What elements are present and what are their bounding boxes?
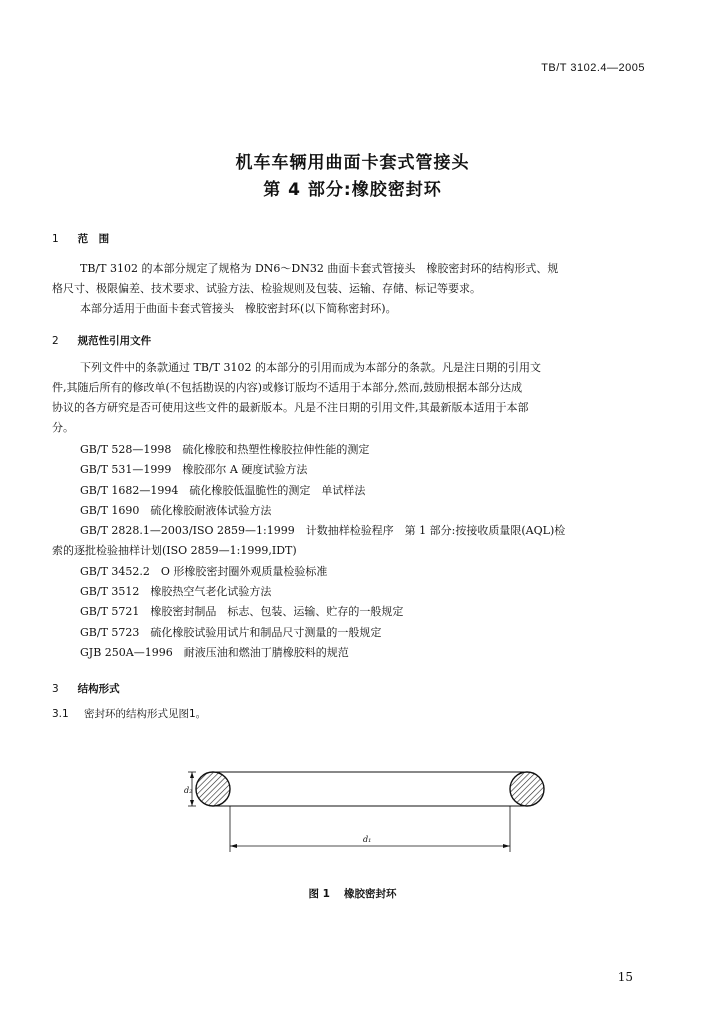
figure-number: 图 1 xyxy=(308,888,330,900)
clause-text: 密封环的结构形式见图1。 xyxy=(84,708,207,720)
text-line: TB/T 3102 的本部分规定了规格为 DN6～DN32 曲面卡套式管接头 橡胶密封环的结构形式、规 xyxy=(80,262,559,275)
section-3-heading xyxy=(52,681,120,696)
text-line: 格尺寸、极限偏差、技术要求、试验方法、检验规则及包装、运输、存储、标记等要求。 xyxy=(52,282,481,295)
doc-title-line1: 机车车辆用曲面卡套式管接头 xyxy=(235,153,470,173)
text-line: 件,其随后所有的修改单(不包括勘误的内容)或修订版均不适用于本部分,然而,鼓励根据本部分达成 xyxy=(52,381,523,394)
ring-section-left xyxy=(196,772,230,806)
page-number: 15 xyxy=(617,970,633,984)
structure-clause xyxy=(52,704,656,724)
standard-code: TB/T 3102.4—2005 xyxy=(541,62,645,74)
reference-item: GB/T 5723 硫化橡胶试验用试片和制品尺寸测量的一般规定 xyxy=(80,625,382,639)
reference-item: GB/T 5721 橡胶密封制品 标志、包装、运输、贮存的一般规定 xyxy=(80,605,404,619)
section-1-heading xyxy=(52,231,109,246)
figure-title: 橡胶密封环 xyxy=(343,888,397,900)
text-line: 下列文件中的条款通过 TB/T 3102 的本部分的引用而成为本部分的条款。凡是注日期的引用文 xyxy=(80,361,541,374)
section-title: 规范性引用文件 xyxy=(77,335,152,347)
section-number: 1 xyxy=(52,233,59,245)
d1-label: d₁ xyxy=(363,835,372,844)
reference-item: GB/T 3512 橡胶热空气老化试验方法 xyxy=(80,585,272,599)
section-title: 结构形式 xyxy=(77,683,120,695)
section-number: 2 xyxy=(52,335,59,347)
reference-item: GB/T 2828.1—2003/ISO 2859—1:1999 计数抽样检验程序 第 1 部分:按接收质量限(AQL)检 xyxy=(80,524,566,538)
text-line: 协议的各方研究是否可使用这些文件的最新版本。凡是不注日期的引用文件,其最新版本适用于本部 xyxy=(52,401,529,414)
reference-item: GJB 250A—1996 耐液压油和燃油丁腈橡胶料的规范 xyxy=(80,645,349,659)
section-title: 范 围 xyxy=(77,233,110,245)
section-2-heading xyxy=(52,333,151,348)
reference-item: GB/T 531—1999 橡胶邵尔 A 硬度试验方法 xyxy=(80,463,308,477)
clause-number: 3.1 xyxy=(52,708,69,720)
section-number: 3 xyxy=(52,683,59,695)
scope-paragraph xyxy=(52,259,656,319)
d2-label: d₂ xyxy=(184,786,193,795)
reference-item: GB/T 1682—1994 硫化橡胶低温脆性的测定 单试样法 xyxy=(80,483,366,497)
doc-title-line2: 第 4 部分:橡胶密封环 xyxy=(263,180,442,200)
ring-section-right xyxy=(510,772,544,806)
text-line: 分。 xyxy=(52,421,74,434)
text-line: 本部分适用于曲面卡套式管接头 橡胶密封环(以下简称密封环)。 xyxy=(80,302,397,315)
figure-caption xyxy=(0,886,705,901)
reference-item: GB/T 3452.2 O 形橡胶密封圈外观质量检验标准 xyxy=(80,564,328,578)
reference-list xyxy=(52,440,662,663)
reference-item-continuation: 索的逐批检验抽样计划(ISO 2859—1:1999,IDT) xyxy=(52,544,297,558)
seal-ring-figure xyxy=(180,760,560,860)
reference-item: GB/T 1690 硫化橡胶耐液体试验方法 xyxy=(80,503,272,517)
reference-item: GB/T 528—1998 硫化橡胶和热塑性橡胶拉伸性能的测定 xyxy=(80,443,370,456)
normative-paragraph xyxy=(52,358,656,438)
